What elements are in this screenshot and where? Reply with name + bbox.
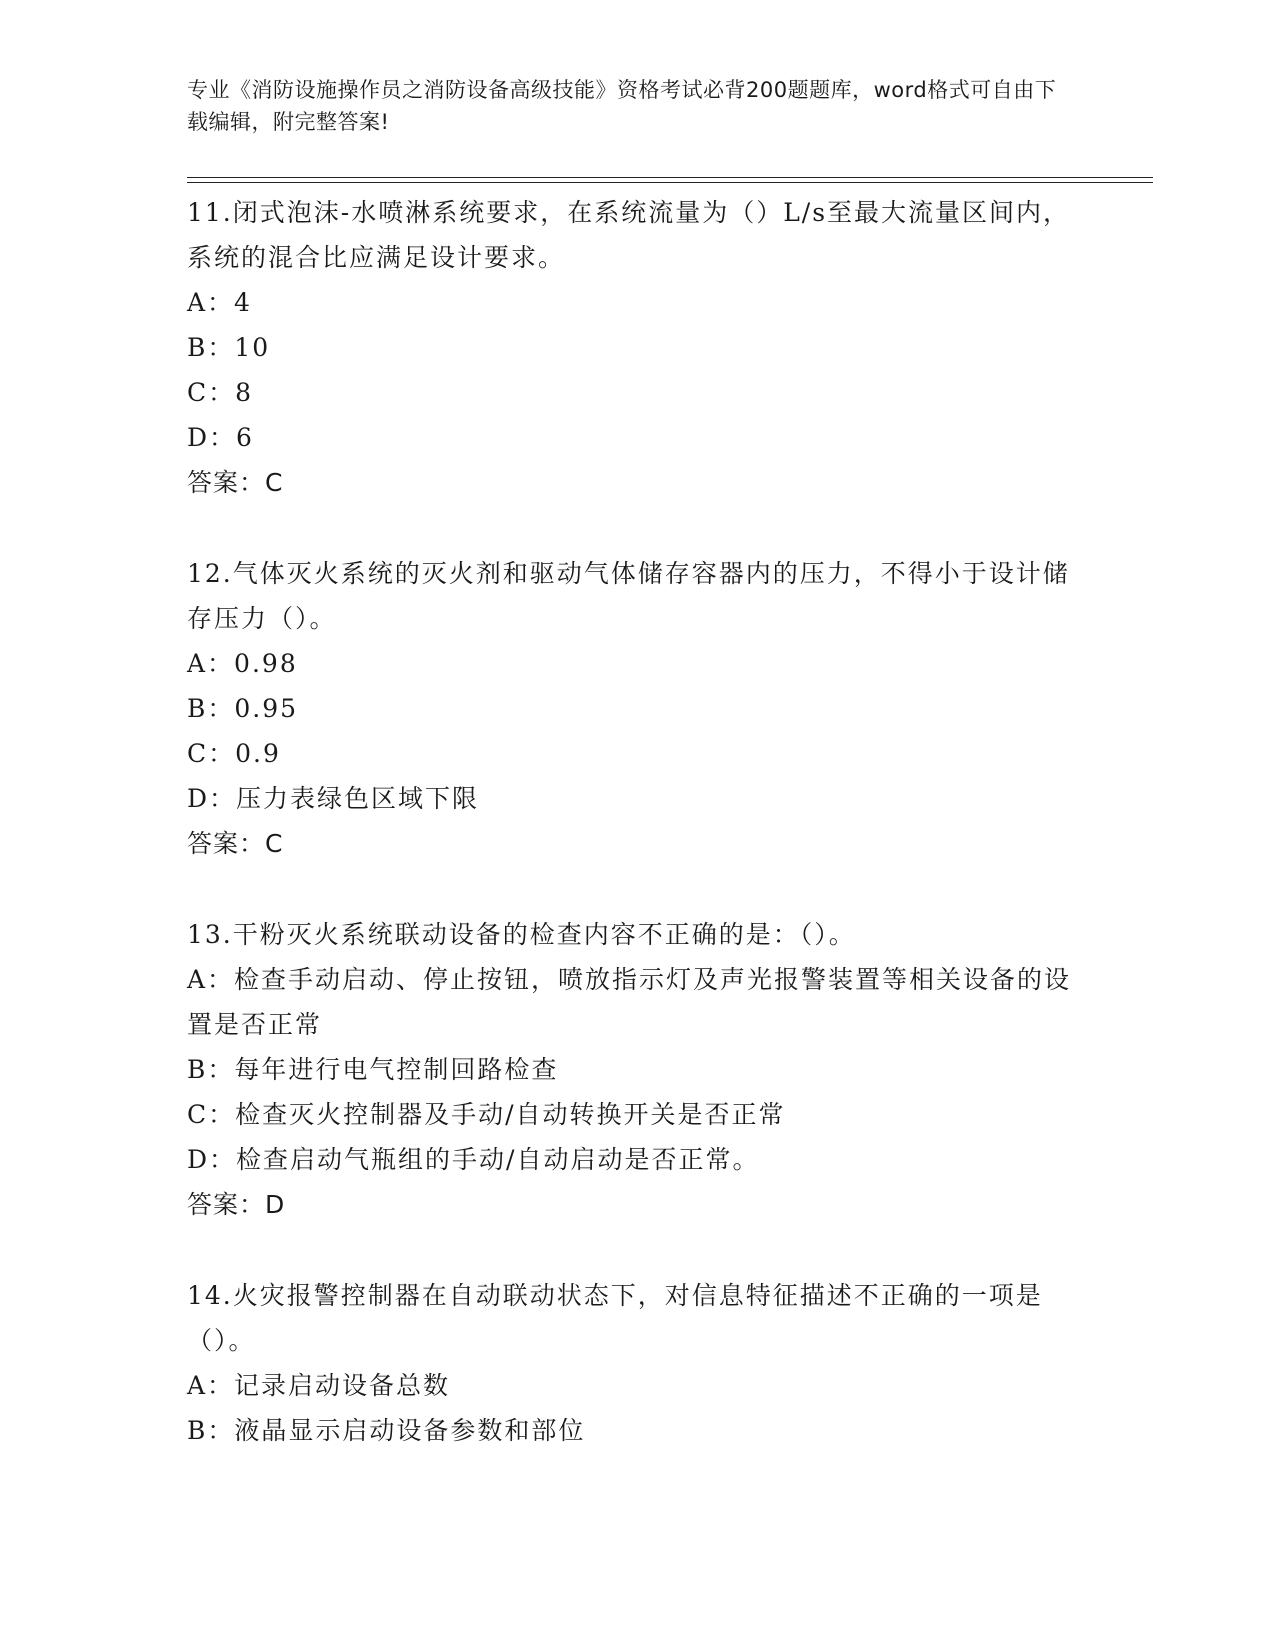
option-d: D：检查启动气瓶组的手动/自动启动是否正常。 bbox=[187, 1145, 760, 1174]
option-a: A：检查手动启动、停止按钮，喷放指示灯及声光报警装置等相关设备的设置是否正常 bbox=[187, 965, 1072, 1039]
option-a: A：0.98 bbox=[187, 649, 298, 678]
document-header: 专业《消防设施操作员之消防设备高级技能》资格考试必背200题题库，word格式可自由下载编辑，附完整答案! bbox=[187, 78, 1057, 134]
header-divider-bottom bbox=[187, 182, 1153, 183]
question-14 bbox=[187, 1273, 1087, 1453]
question-12 bbox=[187, 551, 1087, 866]
option-d: D：压力表绿色区域下限 bbox=[187, 784, 480, 813]
answer: 答案：C bbox=[187, 829, 284, 858]
header-divider-top bbox=[187, 177, 1153, 178]
option-b: B：每年进行电气控制回路检查 bbox=[187, 1055, 559, 1084]
option-c: C：8 bbox=[187, 378, 254, 407]
question-text: 13.干粉灭火系统联动设备的检查内容不正确的是：（）。 bbox=[187, 920, 856, 949]
option-d: D：6 bbox=[187, 423, 254, 452]
option-b: B：液晶显示启动设备参数和部位 bbox=[187, 1416, 586, 1445]
option-b: B：0.95 bbox=[187, 694, 299, 723]
option-a: A：4 bbox=[187, 288, 252, 317]
option-a: A：记录启动设备总数 bbox=[187, 1371, 451, 1400]
option-c: C：0.9 bbox=[187, 739, 281, 768]
question-11 bbox=[187, 190, 1087, 505]
question-text: 12.气体灭火系统的灭火剂和驱动气体储存容器内的压力，不得小于设计储存压力（）。 bbox=[187, 559, 1070, 633]
option-c: C：检查灭火控制器及手动/自动转换开关是否正常 bbox=[187, 1100, 786, 1129]
option-b: B：10 bbox=[187, 333, 271, 362]
question-13 bbox=[187, 912, 1087, 1227]
question-text: 11.闭式泡沫-水喷淋系统要求，在系统流量为（）L/s至最大流量区间内，系统的混合比应满足设计要求。 bbox=[187, 198, 1071, 272]
answer: 答案：D bbox=[187, 1190, 286, 1219]
question-text: 14.火灾报警控制器在自动联动状态下，对信息特征描述不正确的一项是（）。 bbox=[187, 1281, 1043, 1355]
answer: 答案：C bbox=[187, 468, 284, 497]
question-list bbox=[187, 190, 1087, 1499]
